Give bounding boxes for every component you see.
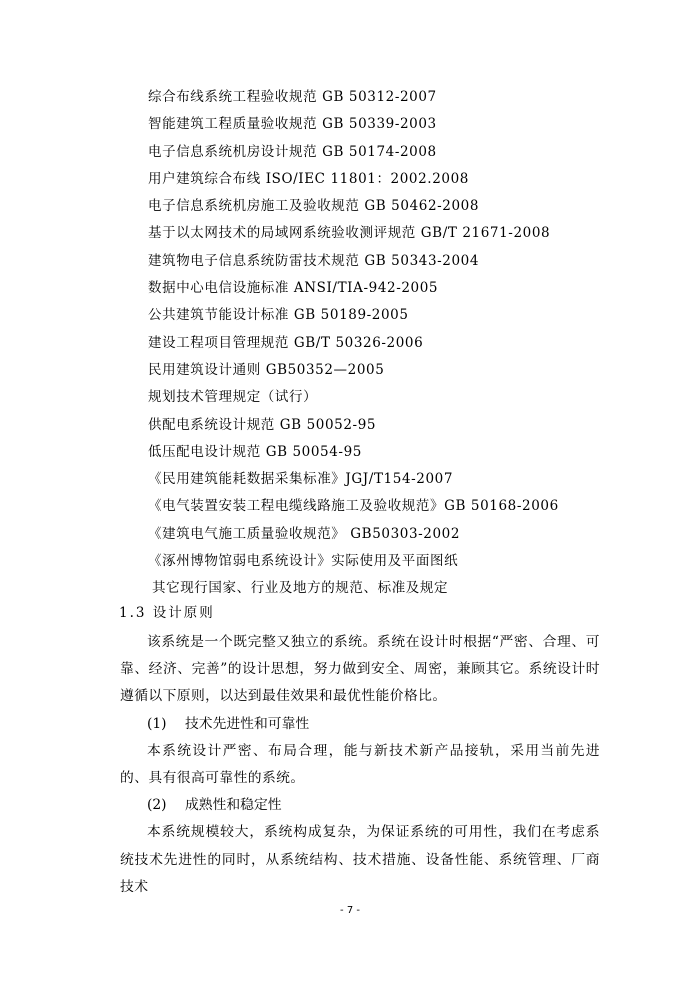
- standard-item: 基于以太网技术的局域网系统验收测评规范 GB/T 21671-2008: [148, 225, 551, 242]
- standard-item: 规划技术管理规定（试行）: [148, 389, 318, 406]
- standard-item: 《民用建筑能耗数据采集标准》JGJ/T154-2007: [148, 471, 454, 488]
- standard-item: 数据中心电信设施标准 ANSI/TIA-942-2005: [148, 280, 439, 297]
- standard-item: 建筑物电子信息系统防雷技术规范 GB 50343-2004: [148, 252, 480, 269]
- standard-item: 《涿州博物馆弱电系统设计》实际使用及平面图纸: [148, 553, 459, 570]
- standard-item: 其它现行国家、行业及地方的规范、标准及规定: [152, 580, 449, 597]
- standard-item: 《电气装置安装工程电缆线路施工及验收规范》GB 50168-2006: [148, 498, 559, 515]
- standard-item: 电子信息系统机房设计规范 GB 50174-2008: [148, 143, 437, 160]
- standard-item: 智能建筑工程质量验收规范 GB 50339-2003: [148, 116, 437, 133]
- intro-paragraph: 该系统是一个既完整又独立的系统。系统在设计时根据“严密、合理、可靠、经济、完善”的设计思想，努力做到安全、周密，兼顾其它。系统设计时遵循以下原则，以达到最佳效果和最优性能价格比。: [120, 634, 600, 705]
- standard-item: 电子信息系统机房施工及验收规范 GB 50462-2008: [148, 198, 480, 215]
- principle-paragraph: 本系统设计严密、布局合理，能与新技术新产品接轨，采用当前先进的、具有很高可靠性的系统。: [120, 742, 600, 787]
- standard-item: 《建筑电气施工质量验收规范》 GB50303-2002: [148, 525, 461, 542]
- standard-item: 低压配电设计规范 GB 50054-95: [148, 443, 362, 460]
- section-body: [120, 629, 600, 901]
- standard-item: 供配电系统设计规范 GB 50052-95: [148, 416, 377, 433]
- principle-number: (2): [147, 797, 167, 814]
- standard-item: 建设工程项目管理规范 GB/T 50326-2006: [148, 334, 424, 351]
- principle-heading: [120, 792, 600, 819]
- principle-number: (1): [147, 715, 167, 732]
- standard-item: 综合布线系统工程验收规范 GB 50312-2007: [148, 89, 437, 105]
- standards-list: [148, 84, 668, 603]
- principle-heading: [120, 711, 600, 738]
- principle-paragraph: 本系统规模较大，系统构成复杂，为保证系统的可用性，我们在考虑系统技术先进性的同时，从系统结构、技术措施、设备性能、系统管理、厂商技术: [120, 824, 600, 895]
- standard-item: 用户建筑综合布线 ISO/IEC 11801：2002.2008: [148, 170, 469, 187]
- page-number: - 7 -: [340, 905, 360, 916]
- section-heading: 1.3 设计原则: [119, 605, 215, 621]
- principle-title: 技术先进性和可靠性: [185, 715, 310, 732]
- standard-item: 民用建筑设计通则 GB50352—2005: [148, 361, 385, 378]
- standard-item: 公共建筑节能设计标准 GB 50189-2005: [148, 307, 409, 324]
- principle-title: 成熟性和稳定性: [185, 797, 282, 814]
